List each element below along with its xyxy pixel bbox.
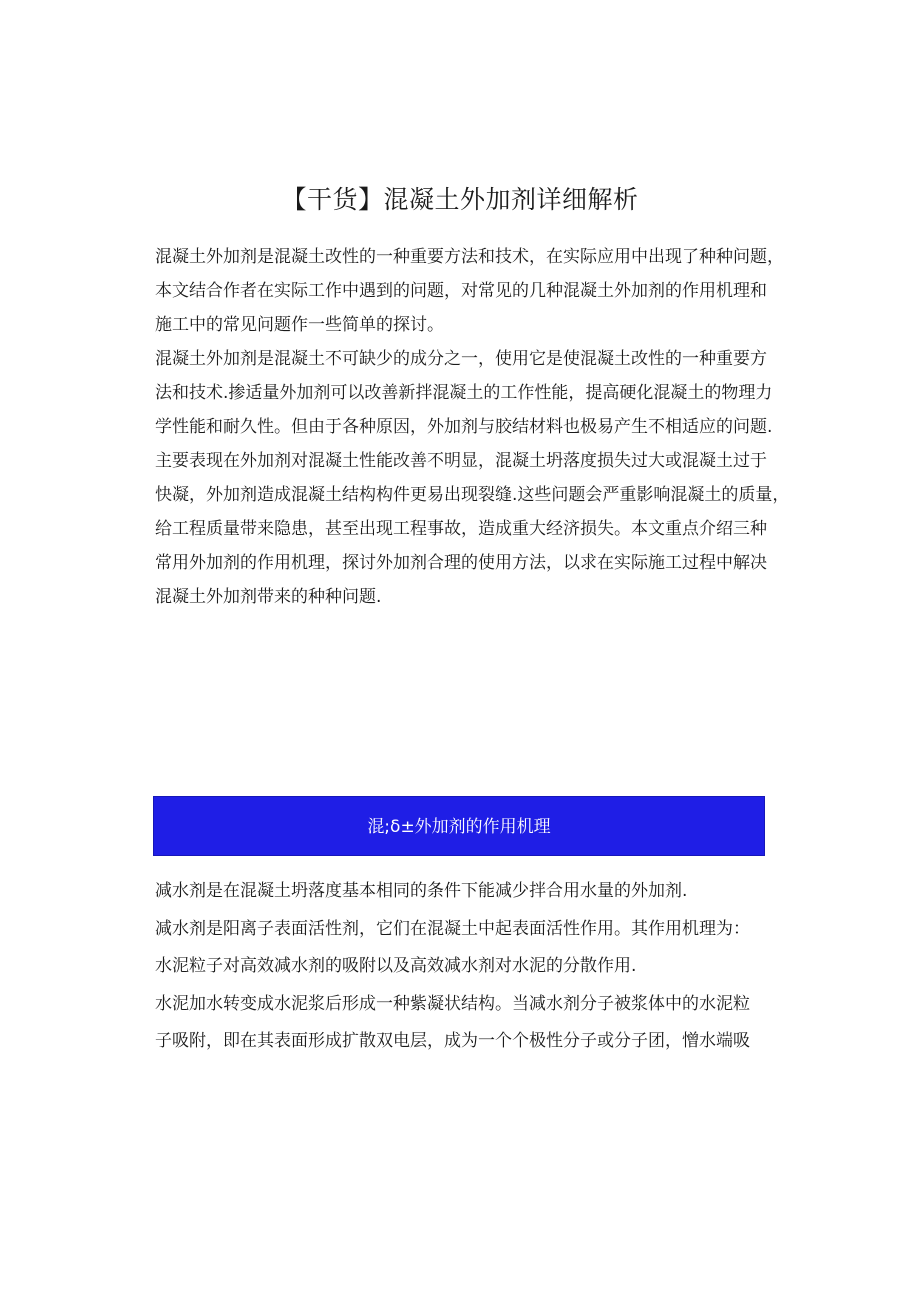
intro-line: 常用外加剂的作用机理，探讨外加剂合理的使用方法，以求在实际施工过程中解决 bbox=[155, 553, 767, 573]
section-line: 子吸附，即在其表面形成扩散双电层，成为一个个极性分子或分子团，憎水端吸 bbox=[155, 1031, 750, 1051]
section-paragraphs bbox=[155, 873, 775, 1061]
intro-line: 施工中的常见问题作一些简单的探讨。 bbox=[155, 315, 444, 335]
intro-paragraphs bbox=[155, 240, 790, 614]
section-line: 减水剂是阳离子表面活性剂，它们在混凝土中起表面活性作用。其作用机理为： bbox=[155, 918, 750, 939]
intro-line: 本文结合作者在实际工作中遇到的问题，对常见的几种混凝土外加剂的作用机理和 bbox=[155, 281, 767, 301]
section-line: 减水剂是在混凝土坍落度基本相同的条件下能减少拌合用水量的外加剂. bbox=[155, 881, 688, 901]
intro-line: 混凝土外加剂是混凝土改性的一种重要方法和技术，在实际应用中出现了种种问题， bbox=[155, 247, 784, 267]
intro-line: 法和技术.掺适量外加剂可以改善新拌混凝土的工作性能，提高硬化混凝土的物理力 bbox=[155, 383, 773, 403]
intro-line: 混凝土外加剂带来的种种问题. bbox=[155, 587, 382, 607]
intro-line: 给工程质量带来隐患，甚至出现工程事故，造成重大经济损失。本文重点介绍三种 bbox=[155, 519, 767, 539]
intro-line: 主要表现在外加剂对混凝土性能改善不明显，混凝土坍落度损失过大或混凝土过于 bbox=[155, 451, 767, 471]
section-line: 水泥加水转变成水泥浆后形成一种紫凝状结构。当减水剂分子被浆体中的水泥粒 bbox=[155, 993, 750, 1014]
section-heading-banner: 混;δ±外加剂的作用机理 bbox=[153, 796, 765, 856]
intro-line: 学性能和耐久性。但由于各种原因，外加剂与胶结材料也极易产生不相适应的问题. bbox=[155, 417, 773, 437]
document-title: 【干货】混凝土外加剂详细解析 bbox=[281, 185, 639, 214]
intro-line: 混凝土外加剂是混凝土不可缺少的成分之一，使用它是使混凝土改性的一种重要方 bbox=[155, 349, 767, 369]
section-line: 水泥粒子对高效减水剂的吸附以及高效减水剂对水泥的分散作用. bbox=[155, 956, 637, 976]
intro-line: 快凝，外加剂造成混凝土结构构件更易出现裂缝.这些问题会严重影响混凝土的质量， bbox=[155, 485, 790, 505]
